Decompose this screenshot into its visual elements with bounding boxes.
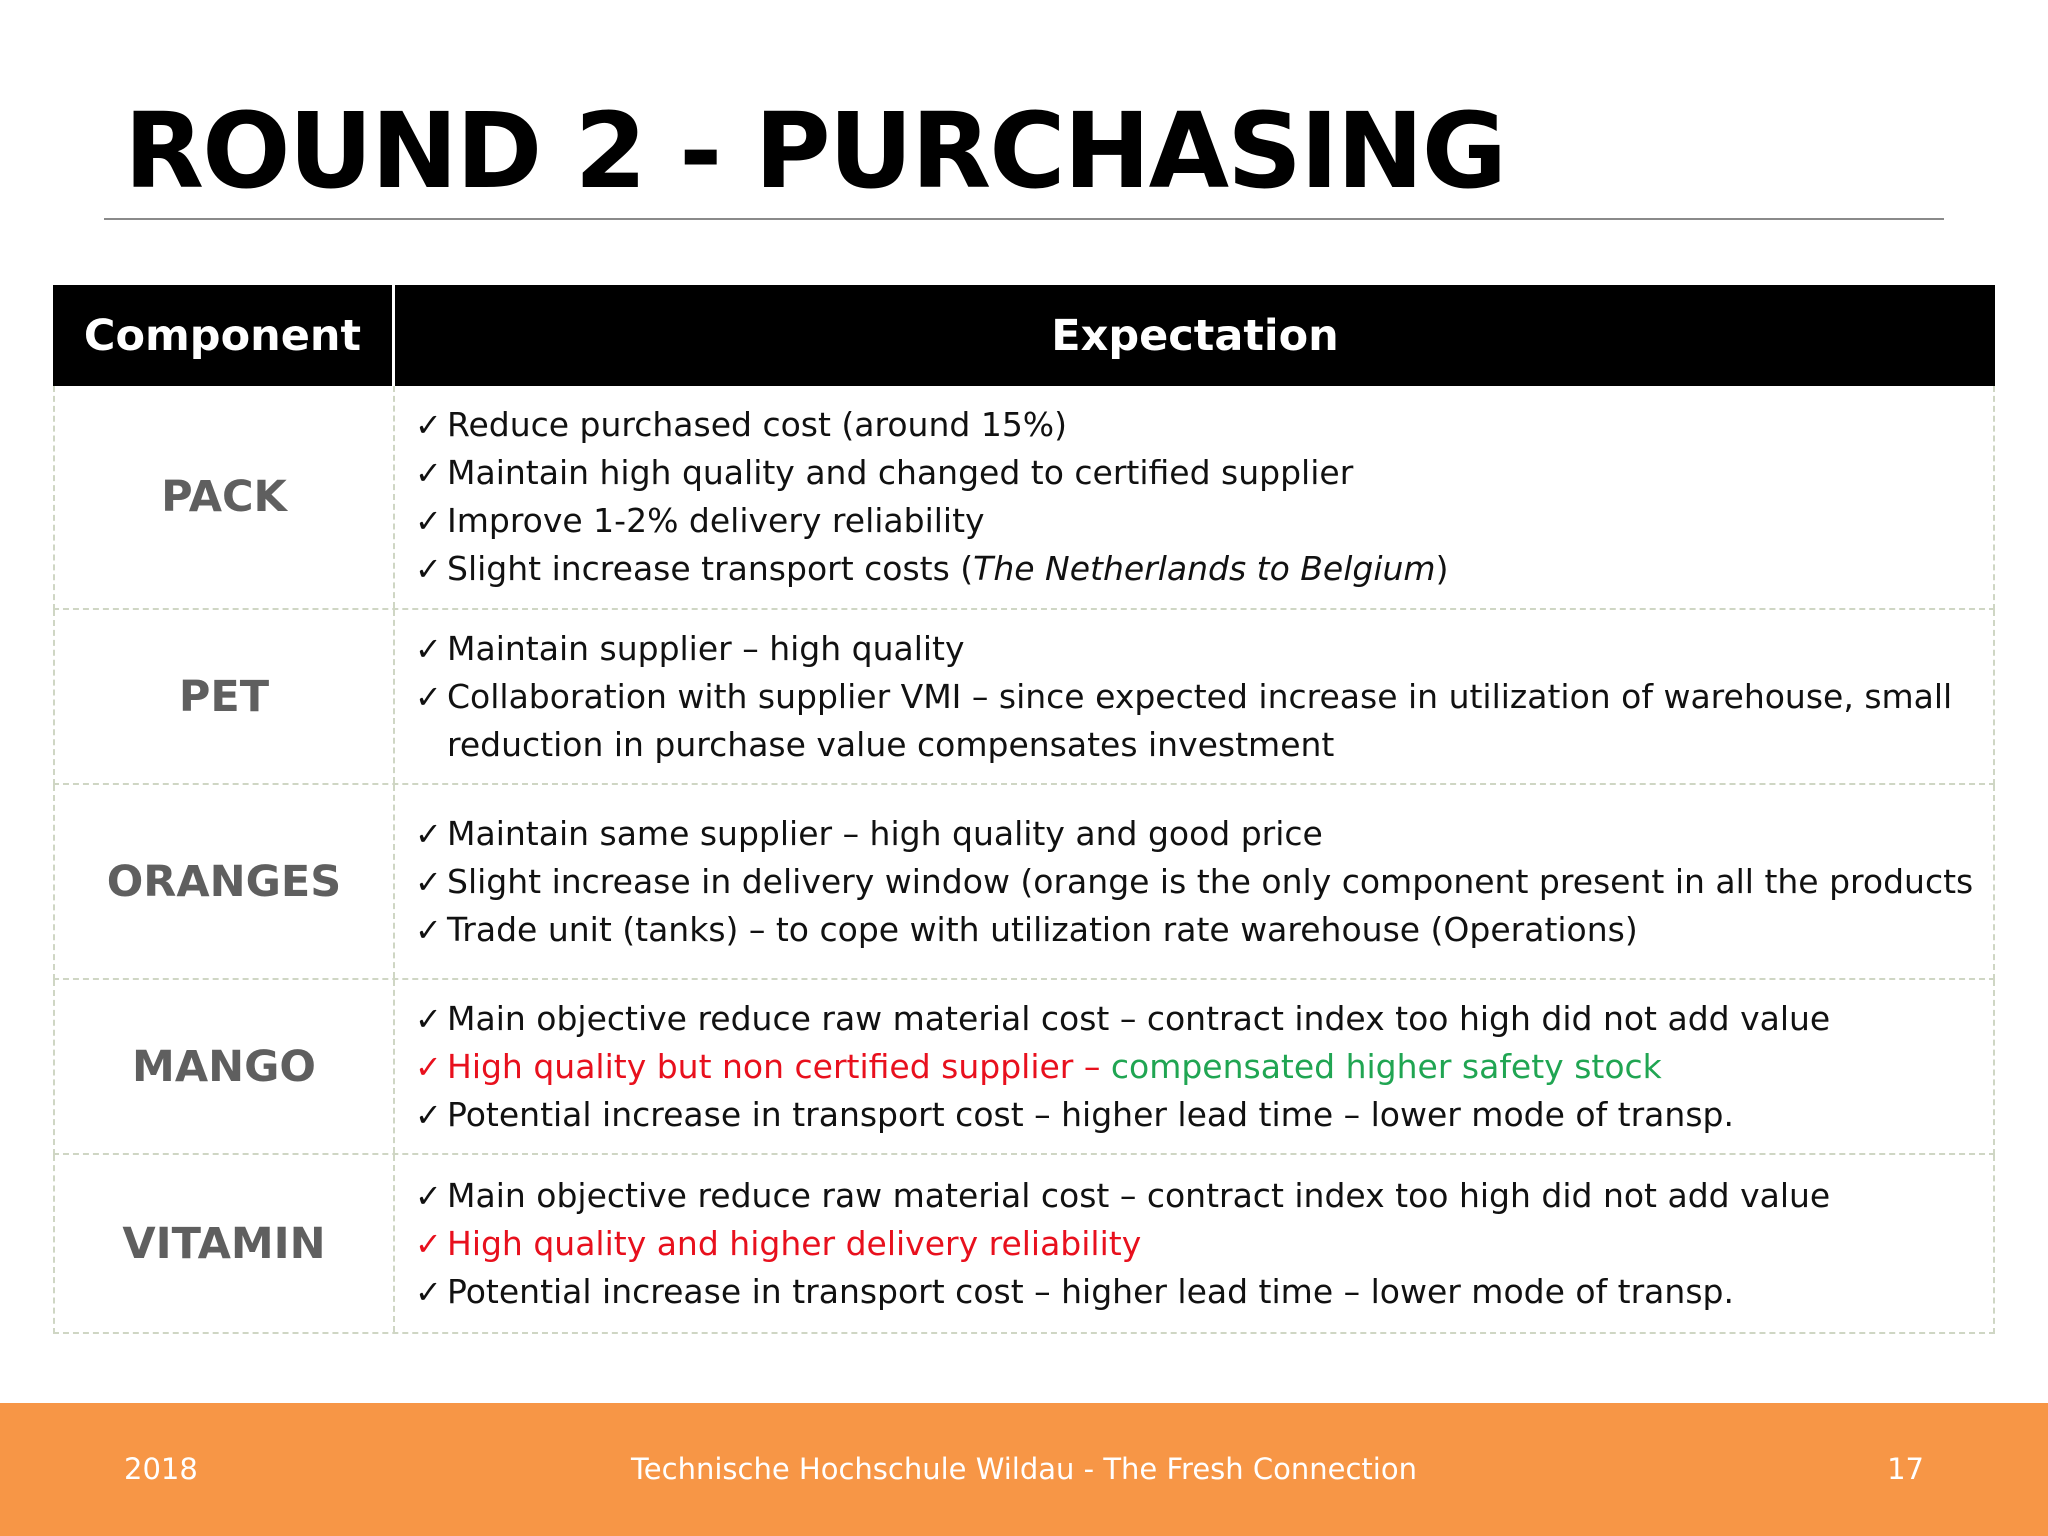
bullet-text: Trade unit (tanks) – to cope with utilization rate warehouse (Operations) — [447, 909, 1638, 949]
checkmark-icon: ✓ — [415, 629, 442, 668]
expectation-cell — [395, 386, 1993, 608]
list-item — [415, 1268, 1969, 1316]
bullet-text: Potential increase in transport cost – higher lead time – lower mode of transp. — [447, 1094, 1734, 1134]
list-item — [415, 673, 1969, 769]
list-item — [415, 1043, 1969, 1091]
slide-title: ROUND 2 - PURCHASING — [124, 90, 1506, 212]
checkmark-icon: ✓ — [415, 862, 442, 901]
checkmark-icon: ✓ — [415, 999, 442, 1038]
checkmark-icon: ✓ — [415, 1272, 442, 1311]
table-row-vitamin — [53, 1155, 1995, 1334]
list-item — [415, 1091, 1969, 1139]
checkmark-icon: ✓ — [415, 814, 442, 853]
header-component: Component — [53, 285, 395, 386]
list-item — [415, 449, 1969, 497]
page-number: 17 — [1887, 1452, 1924, 1486]
bullet-text-italic: The Netherlands to Belgium — [973, 549, 1436, 588]
slide-footer — [0, 1403, 2048, 1536]
bullet-text-part: ) — [1435, 549, 1449, 588]
bullet-text-green: compensated higher safety stock — [1110, 1046, 1662, 1086]
list-item — [415, 1220, 1969, 1268]
checkmark-icon: ✓ — [415, 1224, 442, 1263]
expectations-table — [53, 285, 1995, 1334]
component-cell: VITAMIN — [55, 1155, 395, 1332]
bullet-text-red: High quality but non certified supplier – — [447, 1046, 1111, 1086]
checkmark-icon: ✓ — [415, 406, 442, 444]
checkmark-icon: ✓ — [415, 1047, 442, 1086]
expectation-cell — [395, 1155, 1993, 1332]
bullet-text — [447, 545, 1969, 593]
checkmark-icon: ✓ — [415, 1176, 442, 1215]
bullet-text: Main objective reduce raw material cost – contract index too high did not add value — [447, 998, 1831, 1038]
checkmark-icon: ✓ — [415, 454, 442, 492]
list-item — [415, 906, 1973, 954]
list-item — [415, 545, 1969, 593]
list-item — [415, 995, 1969, 1043]
checkmark-icon: ✓ — [415, 910, 442, 949]
component-cell: MANGO — [55, 980, 395, 1153]
table-row-oranges — [53, 785, 1995, 980]
bullet-text: Maintain same supplier – high quality and good price — [447, 813, 1323, 853]
footer-title: Technische Hochschule Wildau - The Fresh Connection — [631, 1452, 1417, 1486]
bullet-text: Potential increase in transport cost – higher lead time – lower mode of transp. — [447, 1271, 1734, 1311]
table-row-pet — [53, 610, 1995, 785]
bullet-text: Main objective reduce raw material cost – contract index too high did not add value — [447, 1175, 1831, 1215]
table-header — [53, 285, 1995, 386]
bullet-text: Maintain supplier – high quality — [447, 628, 965, 668]
title-divider — [104, 218, 1944, 220]
expectation-cell — [395, 610, 1993, 783]
expectation-cell — [395, 980, 1993, 1153]
table-row-mango — [53, 980, 1995, 1155]
table-row-pack — [53, 386, 1995, 610]
bullet-text: Reduce purchased cost (around 15%) — [447, 405, 1068, 444]
expectation-cell — [395, 785, 1997, 978]
list-item — [415, 625, 1969, 673]
bullet-text: Slight increase in delivery window (orange is the only component present in all the products — [447, 861, 1974, 901]
bullet-text: High quality and higher delivery reliability — [447, 1223, 1142, 1263]
bullet-text-part: Slight increase transport costs ( — [447, 549, 974, 588]
bullet-text: Improve 1-2% delivery reliability — [447, 501, 985, 540]
checkmark-icon: ✓ — [415, 677, 442, 716]
bullet-text: Maintain high quality and changed to certified supplier — [447, 453, 1354, 492]
list-item — [415, 497, 1969, 545]
list-item — [415, 1172, 1969, 1220]
bullet-text: Collaboration with supplier VMI – since expected increase in utilization of warehouse, small reduction in purchase value compensates investment — [447, 676, 1953, 764]
bullet-text — [447, 1043, 1969, 1091]
checkmark-icon: ✓ — [415, 550, 442, 588]
checkmark-icon: ✓ — [415, 1095, 442, 1134]
checkmark-icon: ✓ — [415, 502, 442, 540]
header-expectation: Expectation — [1051, 310, 1339, 361]
component-cell: PET — [55, 610, 395, 783]
footer-year: 2018 — [124, 1452, 198, 1486]
component-cell: ORANGES — [55, 785, 395, 978]
component-cell: PACK — [55, 386, 395, 608]
list-item — [415, 401, 1969, 449]
list-item — [415, 810, 1973, 858]
list-item — [415, 858, 1973, 906]
